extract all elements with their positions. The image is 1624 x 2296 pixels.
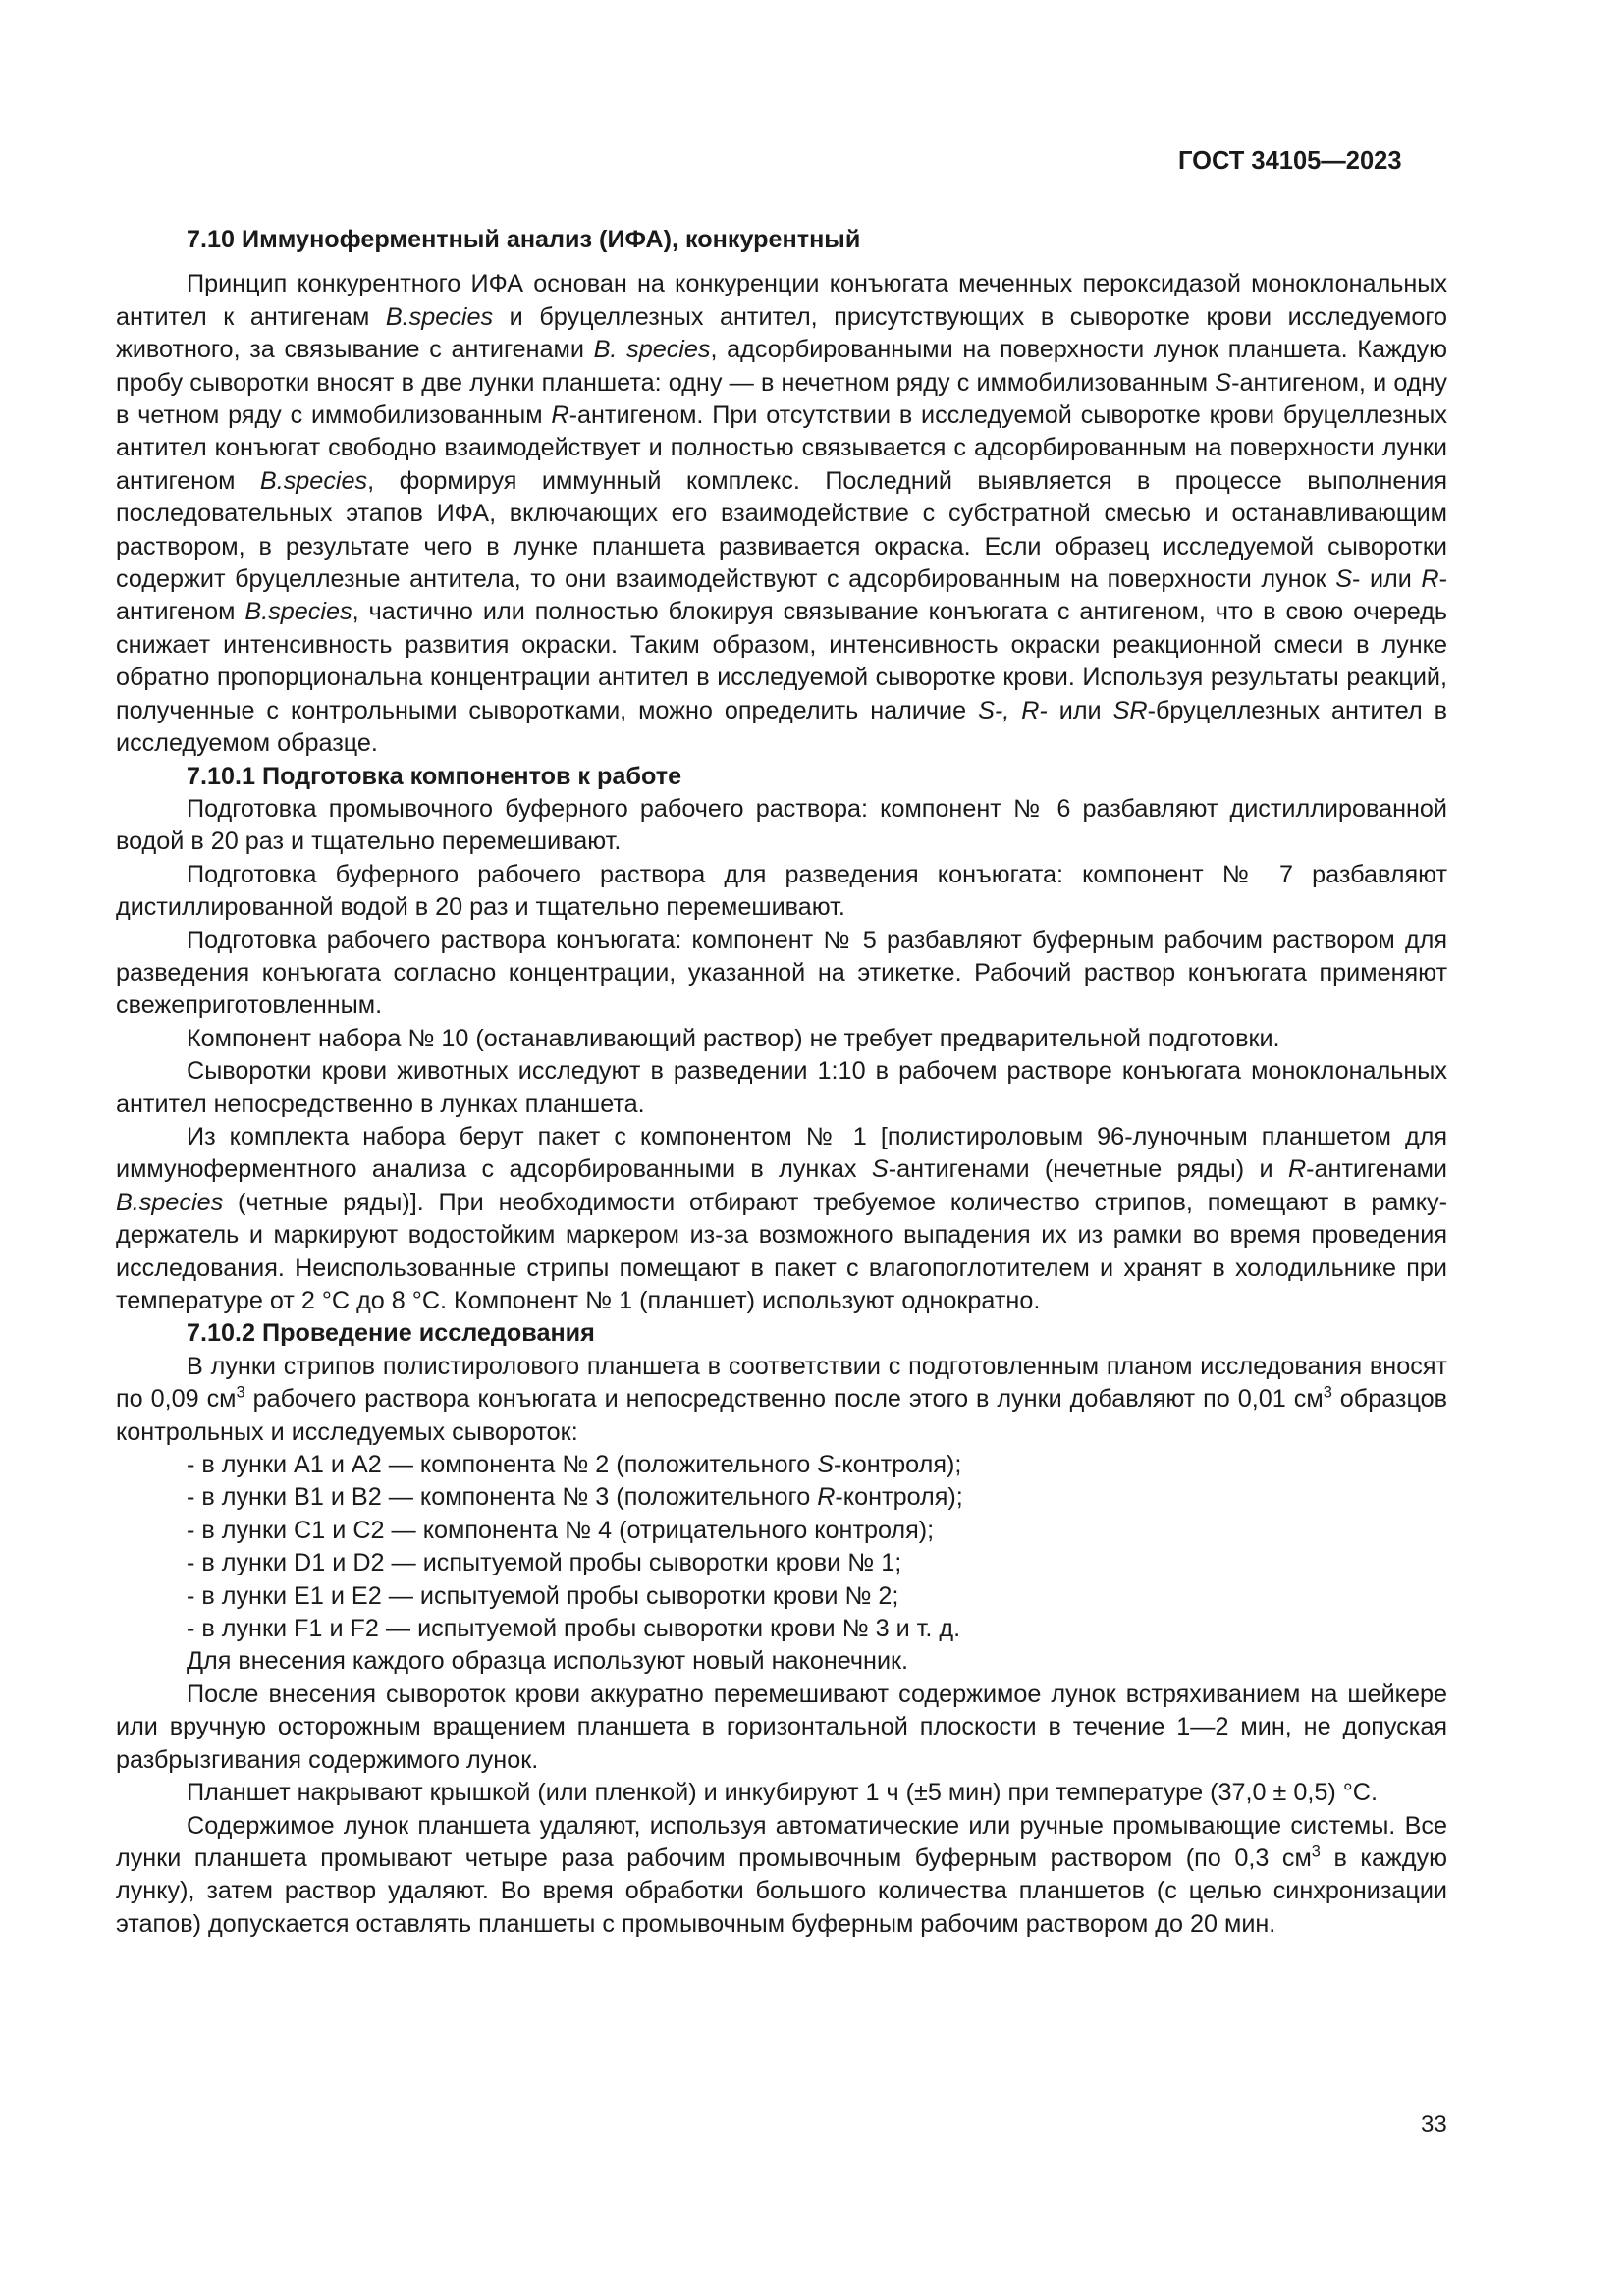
subsection-heading-preparation: 7.10.1 Подготовка компонентов к работе [187, 762, 682, 790]
paragraph: Компонент набора № 10 (останавливающий раствор) не требует предварительной подготовки. [187, 1024, 1280, 1052]
paragraph: Планшет накрывают крышкой (или пленкой) и инкубируют 1 ч (±5 мин) при температуре (37,0 ± 0,5) °С. [187, 1779, 1378, 1807]
document-body [116, 224, 1447, 1941]
paragraph: Содержимое лунок планшета удаляют, используя автоматические или ручные промывающие системы. Все лунки планшета промывают четыре раза рабочим промывочным буферным раствором (по 0,3 $см^3$ в каждую лунку), затем раствор удаляют. Во время обработки большого количества планшетов (с целью синхронизации этапов) допускается оставлять планшеты с промывочным буферным рабочим раствором до 20 мин. [116, 1811, 1447, 1938]
list-item: - в лунки С1 и С2 — компонента № 4 (отрицательного контроля); [187, 1516, 935, 1544]
subsection-heading-procedure: 7.10.2 Проведение исследования [187, 1319, 595, 1348]
list-item: - в лунки F1 и F2 — испытуемой пробы сыворотки крови № 3 и т. д. [187, 1615, 961, 1643]
paragraph: Для внесения каждого образца используют новый наконечник. [187, 1647, 909, 1676]
list-item: - в лунки D1 и D2 — испытуемой пробы сыворотки крови № 1; [187, 1549, 902, 1577]
paragraph: После внесения сывороток крови аккуратно перемешивают содержимое лунок встряхиванием на шейкере или вручную осторожным вращением планшета в горизонтальной плоскости в течение 1—2 мин, не допуская разбрызгивания содержимого лунок. [116, 1680, 1447, 1774]
paragraph: Сыворотки крови животных исследуют в разведении 1:10 в рабочем растворе конъюгата моноклональных антител непосредственно в лунках планшета. [116, 1057, 1447, 1118]
list-item: - в лунки В1 и В2 — компонента № 3 (положительного R-контроля); [187, 1483, 963, 1512]
list-item: - в лунки Е1 и Е2 — испытуемой пробы сыворотки крови № 2; [187, 1581, 899, 1610]
section-heading: 7.10 Иммуноферментный анализ (ИФА), конкурентный [187, 226, 861, 253]
list-item: - в лунки А1 и А2 — компонента № 2 (положительного S-контроля); [187, 1451, 962, 1479]
well-list [116, 1449, 1447, 1645]
paragraph: Из комплекта набора берут пакет с компонентом № 1 [полистироловым 96-луночным планшетом для иммуноферментного анализа с адсорбированными в лунках S-антигенами (нечетные ряды) и R-антигенами B.species (четные ряды)]. При необходимости отбирают требуемое количество стрипов, помещают в рамку-держатель и маркируют водостойким маркером из-за возможного выпадения их из рамки во время проведения исследования. Неиспользованные стрипы помещают в пакет с влагопоглотителем и хранят в холодильнике при температуре от 2 °С до 8 °С. Компонент № 1 (планшет) используют однократно. [116, 1122, 1447, 1314]
paragraph: Подготовка промывочного буферного рабочего раствора: компонент № 6 разбавляют дистиллированной водой в 20 раз и тщательно перемешивают. [116, 794, 1447, 856]
intro-paragraph: Принцип конкурентного ИФА основан на конкуренции конъюгата меченных пероксидазой моноклональных антител к антигенам B.species и бруцеллезных антител, присутствующих в сыворотке крови исследуемого животного, за связывание с антигенами B. species, адсорбированными на поверхности лунок планшета. Каждую пробу сыворотки вносят в две лунки планшета: одну — в нечетном ряду с иммобилизованным S-антигеном, и одну в четном ряду с иммобилизованным R-антигеном. При отсутствии в исследуемой сыворотке крови бруцеллезных антител конъюгат свободно взаимодействует и полностью связывается с адсорбированным на поверхности лунки антигеном B.species, формируя иммунный комплекс. Последний выявляется в процессе выполнения последовательных этапов ИФА, включающих его взаимодействие с субстратной смесью и останавливающим раствором, в результате чего в лунке планшета развивается окраска. Если образец исследуемой сыворотки содержит бруцеллезные антитела, то они взаимодействуют с адсорбированным на поверхности лунок S- или R-антигеном B.species, частично или полностью блокируя связывание конъюгата с антигеном, что в свою очередь снижает интенсивность развития окраски. Таким образом, интенсивность окраски реакционной смеси в лунке обратно пропорциональна концентрации антител в исследуемой сыворотке крови. Используя результаты реакций, полученные с контрольными сыворотками, можно определить наличие S-, R- или SR-бруцеллезных антител в исследуемом образце. [116, 270, 1448, 758]
document-header-standard: ГОСТ 34105—2023 [1178, 147, 1402, 175]
paragraph: Подготовка буферного рабочего раствора для разведения конъюгата: компонент № 7 разбавляют дистиллированной водой в 20 раз и тщательно перемешивают. [116, 860, 1447, 922]
page-number: 33 [1421, 2111, 1447, 2138]
paragraph: В лунки стрипов полистиролового планшета в соответствии с подготовленным планом исследования вносят по 0,09 $см^3$ рабочего раствора конъюгата и непосредственно после этого в лунки добавляют по 0,01 $см^3$ образцов контрольных и исследуемых сывороток: [116, 1352, 1448, 1446]
paragraph: Подготовка рабочего раствора конъюгата: компонент № 5 разбавляют буферным рабочим раствором для разведения конъюгата согласно концентрации, указанной на этикетке. Рабочий раствор конъюгата применяют свежеприготовленным. [116, 926, 1447, 1020]
